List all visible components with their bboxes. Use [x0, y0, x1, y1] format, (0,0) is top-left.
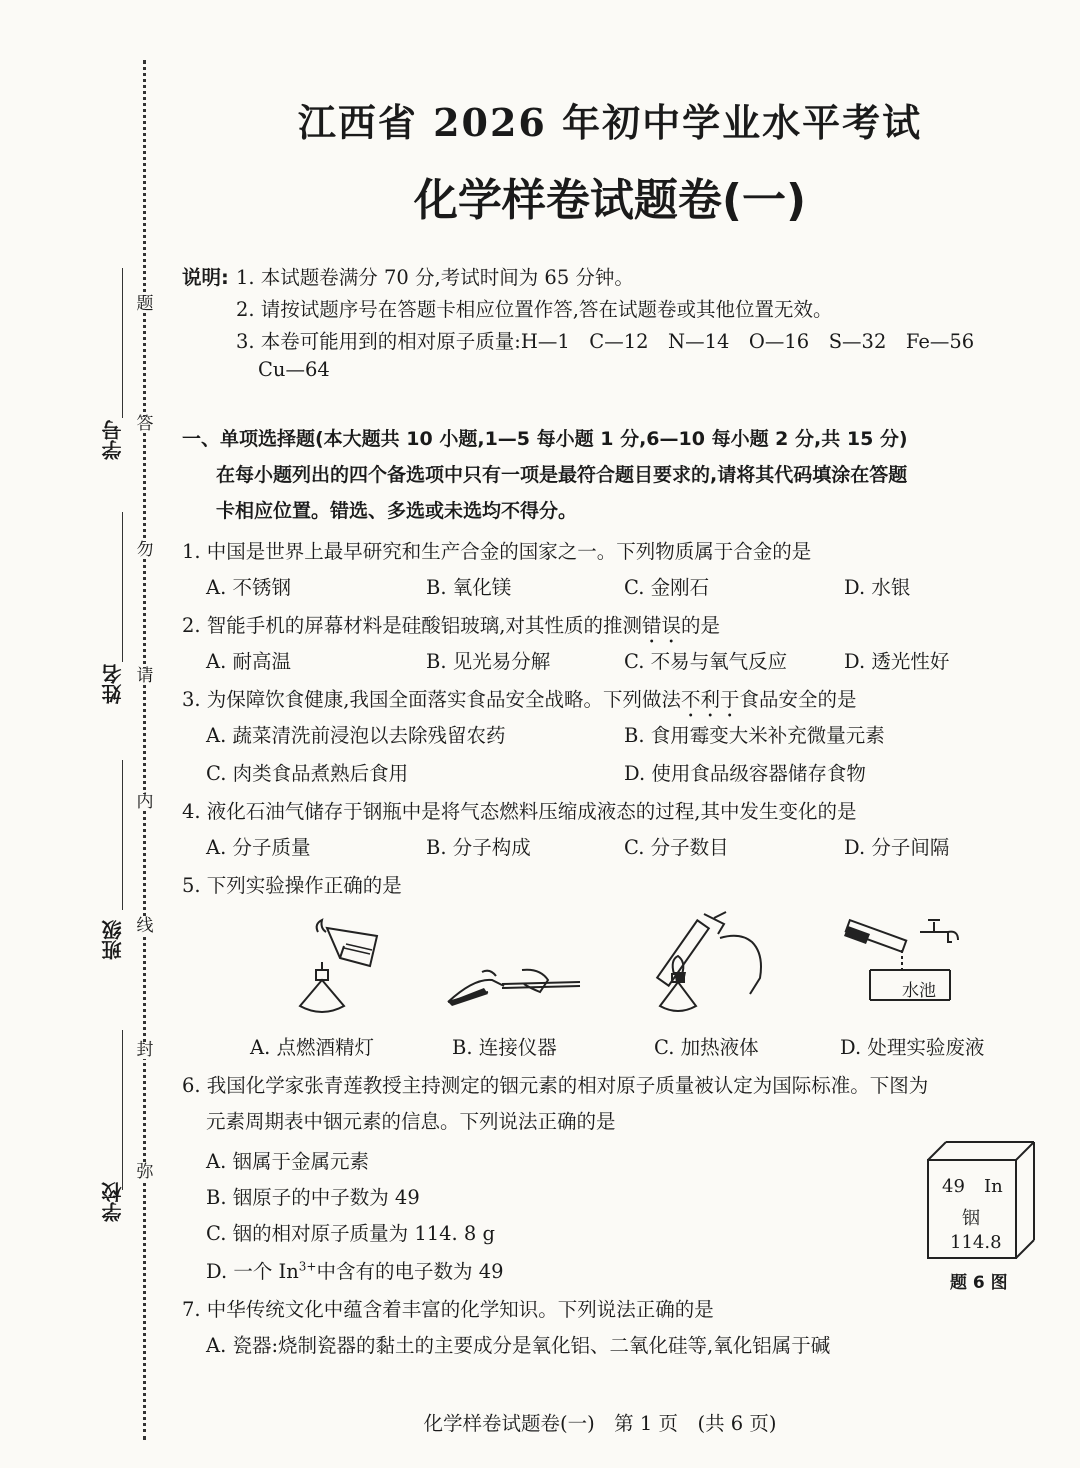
q6-option-d-pre: D. 一个 In [206, 1260, 299, 1283]
q1-option-c: C. 金刚石 [624, 576, 710, 599]
q5-option-c: C. 加热液体 [654, 1036, 759, 1059]
q3-stem-emphasis: 不利于 [681, 688, 740, 711]
binding-word: 题 [136, 294, 154, 314]
instruction-item: Cu—64 [258, 358, 330, 381]
name-label: 姓名 [101, 664, 125, 704]
element-atomic-number: 49 [942, 1176, 965, 1197]
q5-option-b: B. 连接仪器 [452, 1036, 557, 1059]
question-4-stem: 4. 液化石油气储存于钢瓶中是将气态燃料压缩成液态的过程,其中发生变化的是 [182, 800, 857, 823]
q3-option-b: B. 食用霉变大米补充微量元素 [624, 724, 885, 747]
question-1-stem: 1. 中国是世界上最早研究和生产合金的国家之一。下列物质属于合金的是 [182, 540, 812, 563]
q1-option-b: B. 氧化镁 [426, 576, 512, 599]
q2-option-d: D. 透光性好 [844, 650, 950, 673]
q7-option-a: A. 瓷器:烧制瓷器的黏土的主要成分是氧化铝、二氧化硅等,氧化铝属于碱 [206, 1334, 831, 1357]
binding-word: 弥 [136, 1162, 154, 1182]
binding-word: 内 [136, 792, 154, 812]
q6-option-b: B. 铟原子的中子数为 49 [206, 1186, 420, 1209]
q5-figure-a-alcohol-lamp [282, 918, 392, 1028]
q2-stem-post: 的是 [681, 614, 721, 637]
instruction-item: 3. 本卷可能用到的相对原子质量:H—1 C—12 N—14 O—16 S—32 Fe—56 [236, 330, 975, 353]
binding-word: 封 [136, 1040, 154, 1060]
q5-option-d: D. 处理实验废液 [840, 1036, 985, 1059]
paper-subtitle: 化学样卷试题卷(一) [413, 175, 807, 226]
q6-option-d [206, 1256, 504, 1284]
q3-stem-post: 食品安全的是 [739, 688, 857, 711]
section-description: 卡相应位置。错选、多选或未选均不得分。 [216, 500, 578, 522]
q4-option-b: B. 分子构成 [426, 836, 531, 859]
field-underline[interactable] [122, 268, 123, 418]
question-5-stem: 5. 下列实验操作正确的是 [182, 874, 402, 897]
q2-stem-emphasis: 错误 [642, 614, 682, 637]
page-footer: 化学样卷试题卷(一) 第 1 页 (共 6 页) [423, 1412, 777, 1435]
instructions-label: 说明: [182, 266, 229, 289]
q3-option-a: A. 蔬菜清洗前浸泡以去除残留农药 [206, 724, 506, 747]
q6-option-d-charge: 3+ [298, 1259, 317, 1274]
element-symbol: In [984, 1176, 1003, 1197]
q2-option-a: A. 耐高温 [206, 650, 291, 673]
q6-option-c: C. 铟的相对原子质量为 114. 8 g [206, 1222, 496, 1245]
q3-option-d: D. 使用食品级容器储存食物 [624, 762, 866, 785]
element-atomic-mass: 114.8 [950, 1232, 1002, 1253]
q6-option-a: A. 铟属于金属元素 [206, 1150, 369, 1173]
q5-option-a: A. 点燃酒精灯 [250, 1036, 374, 1059]
binding-word: 请 [136, 666, 154, 686]
instruction-item: 2. 请按试题序号在答题卡相应位置作答,答在试题卷或其他位置无效。 [236, 298, 833, 321]
q5-figure-b-connecting [444, 958, 584, 1018]
q2-option-c: C. 不易与氧气反应 [624, 650, 788, 673]
student-id-label: 学号 [101, 420, 125, 460]
q2-option-b: B. 见光易分解 [426, 650, 551, 673]
q5-figure-c-heating-liquid [640, 908, 780, 1018]
q2-stem-pre: 2. 智能手机的屏幕材料是硅酸铝玻璃,对其性质的推测 [182, 614, 643, 637]
question-2-stem [182, 610, 720, 648]
q1-option-a: A. 不锈钢 [206, 576, 291, 599]
section-heading: 一、单项选择题(本大题共 10 小题,1—5 每小题 1 分,6—10 每小题 2 分,共 15 分) [182, 428, 908, 450]
q3-stem-pre: 3. 为保障饮食健康,我国全面落实食品安全战略。下列做法 [182, 688, 682, 711]
school-label: 学校 [101, 1182, 125, 1222]
field-underline[interactable] [122, 760, 123, 910]
q3-option-c: C. 肉类食品煮熟后食用 [206, 762, 409, 785]
element-name: 铟 [962, 1208, 980, 1229]
binding-word: 勿 [136, 540, 154, 560]
binding-dotted-line [143, 60, 146, 1440]
question-6-stem: 元素周期表中铟元素的信息。下列说法正确的是 [206, 1110, 616, 1133]
q1-option-d: D. 水银 [844, 576, 911, 599]
q5-sink-label: 水池 [902, 981, 936, 1001]
figure-6-caption: 题 6 图 [950, 1273, 1008, 1293]
class-label: 班级 [101, 920, 125, 960]
q4-option-d: D. 分子间隔 [844, 836, 950, 859]
instruction-item: 1. 本试题卷满分 70 分,考试时间为 65 分钟。 [236, 266, 634, 289]
binding-word: 线 [136, 916, 154, 936]
question-6-stem: 6. 我国化学家张青莲教授主持测定的铟元素的相对原子质量被认定为国际标准。下图为 [182, 1074, 929, 1097]
field-underline[interactable] [122, 512, 123, 662]
field-underline[interactable] [122, 1030, 123, 1190]
q4-option-a: A. 分子质量 [206, 836, 311, 859]
exam-title: 江西省 2026 年初中学业水平考试 [297, 100, 923, 145]
question-7-stem: 7. 中华传统文化中蕴含着丰富的化学知识。下列说法正确的是 [182, 1298, 714, 1321]
binding-word: 答 [136, 414, 154, 434]
question-3-stem [182, 684, 857, 722]
q6-option-d-post: 中含有的电子数为 49 [316, 1260, 504, 1283]
section-description: 在每小题列出的四个备选项中只有一项是最符合题目要求的,请将其代码填涂在答题 [216, 464, 908, 486]
q4-option-c: C. 分子数目 [624, 836, 729, 859]
